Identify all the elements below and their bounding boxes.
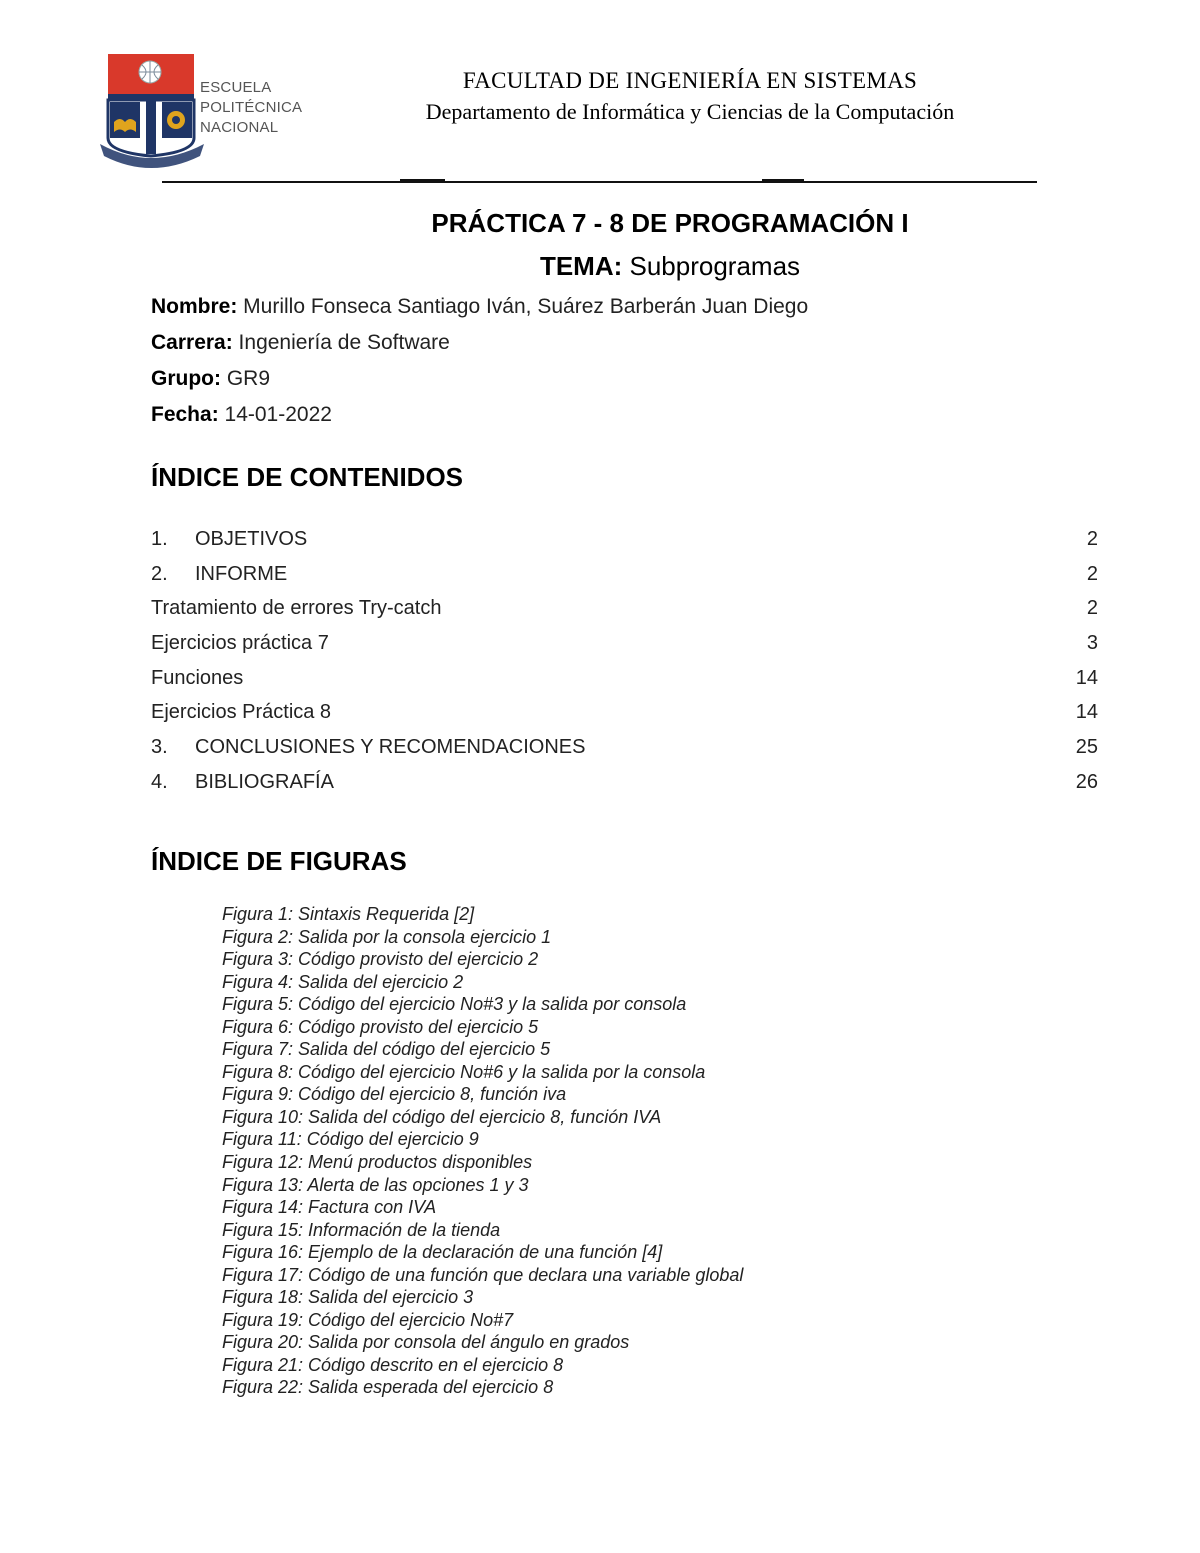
meta-group (151, 367, 270, 391)
toc-page: 25 (1075, 736, 1098, 759)
figures-heading: ÍNDICE DE FIGURAS (151, 846, 407, 876)
figure-entry[interactable]: Figura 6: Código provisto del ejercicio 5 (222, 1016, 539, 1037)
faculty-name: FACULTAD DE INGENIERÍA EN SISTEMAS (462, 68, 918, 93)
toc-label: OBJETIVOS (195, 528, 308, 550)
toc-label: INFORME (195, 562, 288, 585)
figure-entry[interactable]: Figura 20: Salida por consola del ángulo en grados (222, 1332, 630, 1353)
logo-line: NACIONAL (200, 119, 279, 136)
toc-label: Tratamiento de errores Try-catch (151, 597, 442, 620)
toc-number: 2. (151, 562, 168, 585)
meta-name (151, 295, 808, 319)
toc-page: 2 (1086, 528, 1098, 550)
toc-number: 4. (151, 770, 168, 793)
topic-value: Subprogramas (622, 251, 801, 281)
figure-entry[interactable]: Figura 13: Alerta de las opciones 1 y 3 (222, 1174, 529, 1195)
toc-item[interactable] (151, 736, 1098, 771)
figure-entry[interactable]: Figura 9: Código del ejercicio 8, función iva (222, 1084, 567, 1105)
toc-label: Ejercicios práctica 7 (151, 632, 329, 655)
toc-page: 2 (1086, 597, 1098, 620)
toc-item[interactable] (151, 771, 1098, 806)
logo-wordmark (200, 78, 302, 138)
figure-entry[interactable]: Figura 3: Código provisto del ejercicio 2 (222, 949, 539, 970)
toc-item[interactable] (151, 667, 1098, 702)
header-divider-accent (762, 179, 804, 182)
figures-list (222, 903, 743, 1399)
figure-entry[interactable]: Figura 14: Factura con IVA (222, 1197, 437, 1218)
meta-label: Fecha: (151, 403, 219, 426)
toc-page: 14 (1075, 666, 1098, 689)
meta-value: Ingeniería de Software (232, 331, 450, 354)
figure-entry[interactable]: Figura 2: Salida por la consola ejercicio 1 (222, 926, 552, 947)
logo-line: ESCUELA (200, 79, 272, 96)
toc-page: 3 (1086, 632, 1098, 655)
toc-page: 14 (1075, 701, 1098, 724)
logo-line: POLITÉCNICA (200, 99, 303, 116)
figure-entry[interactable]: Figura 7: Salida del código del ejercicio 5 (222, 1039, 551, 1060)
toc-number: 1. (151, 528, 168, 550)
figure-entry[interactable]: Figura 4: Salida del ejercicio 2 (222, 971, 464, 992)
toc-item[interactable] (151, 701, 1098, 736)
figure-entry[interactable]: Figura 12: Menú productos disponibles (222, 1152, 533, 1173)
meta-value: GR9 (220, 367, 270, 390)
toc-label: BIBLIOGRAFÍA (195, 770, 334, 793)
figure-entry[interactable]: Figura 11: Código del ejercicio 9 (222, 1129, 479, 1150)
figure-entry[interactable]: Figura 1: Sintaxis Requerida [2] (222, 904, 475, 924)
toc-heading: ÍNDICE DE CONTENIDOS (151, 462, 464, 492)
meta-value: Murillo Fonseca Santiago Iván, Suárez Barberán Juan Diego (237, 295, 809, 318)
figure-entry[interactable]: Figura 18: Salida del ejercicio 3 (222, 1287, 474, 1308)
figure-entry[interactable]: Figura 8: Código del ejercicio No#6 y la salida por la consola (222, 1061, 706, 1082)
header-divider-accent (400, 179, 445, 182)
figure-entry[interactable]: Figura 15: Información de la tienda (222, 1219, 501, 1240)
figure-entry[interactable]: Figura 22: Salida esperada del ejercicio 8 (222, 1377, 554, 1398)
meta-date (151, 403, 332, 427)
department-name: Departamento de Informática y Ciencias de la Computación (425, 99, 955, 124)
toc-page: 2 (1086, 562, 1098, 585)
figure-entry[interactable]: Figura 17: Código de una función que declara una variable global (222, 1264, 744, 1285)
meta-value: 14-01-2022 (218, 403, 332, 426)
figure-entry[interactable]: Figura 21: Código descrito en el ejercicio 8 (222, 1354, 564, 1375)
figure-entry[interactable]: Figura 16: Ejemplo de la declaración de una función [4] (222, 1242, 663, 1263)
header-divider (162, 181, 1037, 183)
topic-label: TEMA: (539, 251, 623, 281)
figure-entry[interactable]: Figura 10: Salida del código del ejercicio 8, función IVA (222, 1106, 662, 1127)
toc-number: 3. (151, 736, 168, 759)
shield-icon (100, 54, 204, 168)
toc-item[interactable] (151, 563, 1098, 598)
toc-label: Ejercicios Práctica 8 (151, 701, 332, 724)
toc-item[interactable] (151, 597, 1098, 632)
meta-career (151, 331, 450, 355)
meta-label: Carrera: (151, 331, 233, 354)
toc-label: Funciones (151, 666, 244, 689)
meta-label: Nombre: (151, 295, 238, 318)
document-topic (0, 251, 1200, 282)
figure-entry[interactable]: Figura 5: Código del ejercicio No#3 y la salida por consola (222, 994, 687, 1015)
table-of-contents (151, 528, 1098, 806)
toc-page: 26 (1075, 770, 1098, 793)
figure-entry[interactable]: Figura 19: Código del ejercicio No#7 (222, 1309, 514, 1330)
document-title: PRÁCTICA 7 - 8 DE PROGRAMACIÓN I (431, 208, 909, 238)
meta-label: Grupo: (151, 367, 221, 390)
toc-item[interactable] (151, 632, 1098, 667)
toc-label: CONCLUSIONES Y RECOMENDACIONES (195, 736, 586, 759)
toc-item[interactable] (151, 528, 1098, 563)
